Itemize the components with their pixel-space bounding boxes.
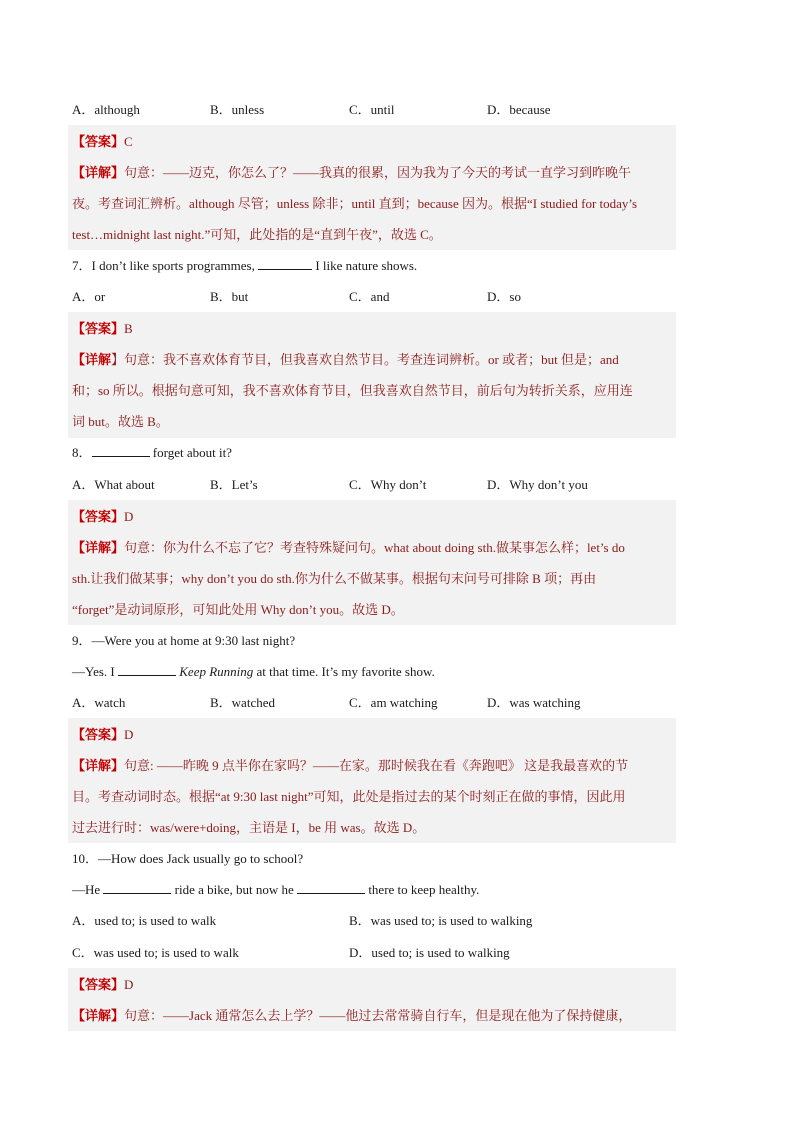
option-d: D．so	[487, 289, 521, 304]
detail-line: 句意：你为什么不忘了它？考查特殊疑问句。what about doing sth.做某事怎么样；let’s do	[124, 540, 625, 555]
option-b: B．watched	[210, 695, 275, 710]
answer-value: D	[124, 977, 134, 992]
answer-value: C	[124, 134, 133, 149]
option-a: A．watch	[72, 695, 126, 710]
option-c: C．Why don’t	[349, 477, 427, 492]
detail-line: test…midnight last night.”可知，此处指的是“直到午夜”，故选 C。	[72, 227, 442, 242]
answer-blank	[297, 881, 365, 894]
option-b: B．but	[210, 289, 249, 304]
answer-value: D	[124, 727, 134, 742]
option-d: D．because	[487, 102, 551, 117]
detail-label: 【详解】	[72, 540, 125, 555]
question-9-stem-line2: —Yes. I Keep Running at that time. It’s my favorite show.	[72, 664, 435, 679]
answer-blank	[103, 881, 171, 894]
question-number: 10．	[72, 851, 99, 866]
option-a: A．although	[72, 102, 140, 117]
answer-box-9	[68, 718, 676, 843]
detail-line: 】句意：我不喜欢体育节目，但我喜欢自然节目。考查连词辨析。or 或者；but 但是；and	[111, 352, 619, 367]
show-title: Keep Running	[179, 664, 254, 679]
answer-label: 【答案】	[72, 977, 125, 992]
detail-line: 过去进行时：was/were+doing，主语是 I，be 用 was。故选 D。	[72, 820, 426, 835]
detail-line: 句意: ——昨晚 9 点半你在家吗？——在家。那时候我在看《奔跑吧》 这是我最喜欢的节	[124, 758, 629, 773]
detail-label: 【详解】	[72, 165, 125, 180]
question-number: 9．	[72, 633, 92, 648]
answer-label: 【答案】	[72, 134, 125, 149]
question-9-stem: 9．—Were you at home at 9:30 last night?	[72, 633, 296, 648]
question-10-stem: 10．—How does Jack usually go to school?	[72, 851, 304, 866]
question-10-stem-line2: —He ride a bike, but now he there to keep healthy.	[72, 882, 480, 897]
option-c: C．was used to; is used to walk	[72, 945, 239, 960]
answer-blank	[92, 444, 150, 457]
detail-line: 词 but。故选 B。	[72, 414, 169, 429]
question-number: 7．	[72, 258, 92, 273]
option-b: B．unless	[210, 102, 265, 117]
option-b: B．was used to; is used to walking	[349, 913, 533, 928]
question-7-stem: 7．I don’t like sports programmes, I like nature shows.	[72, 258, 418, 273]
option-b: B．Let’s	[210, 477, 258, 492]
option-d: D．used to; is used to walking	[349, 945, 510, 960]
option-c: C．am watching	[349, 695, 438, 710]
detail-line: sth.让我们做某事；why don’t you do sth.你为什么不做某事。根据句末问号可排除 B 项；再由	[72, 571, 597, 586]
answer-blank	[258, 257, 312, 270]
answer-box-10	[68, 968, 676, 1031]
detail-line: 和；so 所以。根据句意可知，我不喜欢体育节目，但我喜欢自然节目，前后句为转折关系，应用连	[72, 383, 633, 398]
detail-label: 【详解	[72, 352, 112, 367]
detail-label: 【详解】	[72, 1008, 125, 1023]
answer-box-8	[68, 500, 676, 625]
option-a: A．or	[72, 289, 106, 304]
answer-label: 【答案】	[72, 727, 125, 742]
answer-box-7	[68, 312, 676, 438]
detail-line: 句意：——Jack 通常怎么去上学？——他过去常常骑自行车，但是现在他为了保持健康，	[124, 1008, 632, 1023]
option-c: C．until	[349, 102, 395, 117]
answer-box-6	[68, 125, 676, 250]
answer-label: 【答案】	[72, 509, 125, 524]
answer-value: D	[124, 509, 134, 524]
option-d: D．was watching	[487, 695, 581, 710]
option-d: D．Why don’t you	[487, 477, 588, 492]
detail-label: 【详解】	[72, 758, 125, 773]
detail-line: 夜。考查词汇辨析。although 尽管；unless 除非；until 直到；because 因为。根据“I studied for today’s	[72, 196, 638, 211]
detail-line: 句意：——迈克，你怎么了？——我真的很累，因为我为了今天的考试一直学习到昨晚午	[124, 165, 632, 180]
detail-line: 目。考查动词时态。根据“at 9:30 last night”可知，此处是指过去的某个时刻正在做的事情，因此用	[72, 789, 626, 804]
answer-blank	[118, 663, 176, 676]
question-number: 8．	[72, 445, 92, 460]
answer-value: B	[124, 321, 133, 336]
option-a: A．used to; is used to walk	[72, 913, 217, 928]
option-c: C．and	[349, 289, 390, 304]
answer-label: 【答案】	[72, 321, 125, 336]
detail-line: “forget”是动词原形，可知此处用 Why don’t you。故选 D。	[72, 602, 404, 617]
option-a: A．What about	[72, 477, 155, 492]
question-8-stem: 8． forget about it?	[72, 445, 232, 460]
